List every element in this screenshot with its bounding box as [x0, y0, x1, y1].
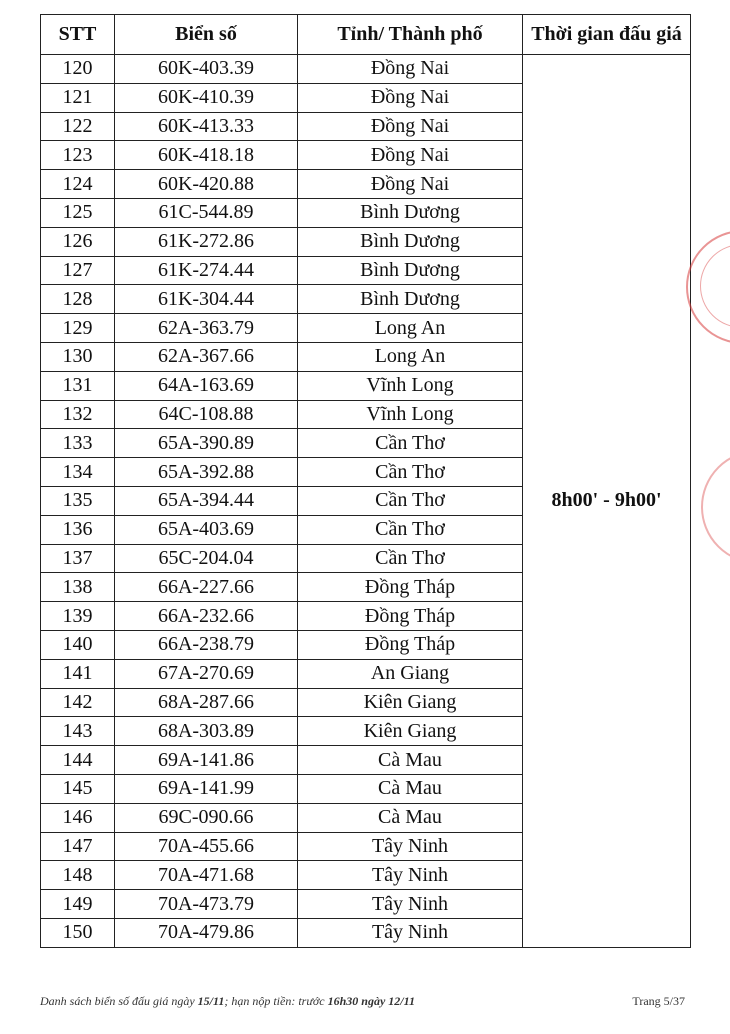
- row-plate: 66A-232.66: [115, 602, 298, 631]
- row-city: Vĩnh Long: [298, 400, 523, 429]
- row-stt: 124: [41, 170, 115, 199]
- row-plate: 60K-420.88: [115, 170, 298, 199]
- red-seal-stamp: [686, 230, 730, 344]
- header-plate: Biển số: [115, 15, 298, 55]
- row-stt: 150: [41, 918, 115, 947]
- row-stt: 145: [41, 774, 115, 803]
- row-city: Cần Thơ: [298, 458, 523, 487]
- row-stt: 129: [41, 314, 115, 343]
- row-stt: 148: [41, 861, 115, 890]
- row-city: Bình Dương: [298, 227, 523, 256]
- row-plate: 70A-473.79: [115, 890, 298, 919]
- header-stt: STT: [41, 15, 115, 55]
- row-city: Bình Dương: [298, 285, 523, 314]
- row-city: Đồng Tháp: [298, 573, 523, 602]
- row-stt: 128: [41, 285, 115, 314]
- row-stt: 136: [41, 515, 115, 544]
- table-header-row: [41, 15, 691, 55]
- row-plate: 70A-471.68: [115, 861, 298, 890]
- row-plate: 61K-304.44: [115, 285, 298, 314]
- row-city: Đồng Nai: [298, 55, 523, 84]
- footer-note-middle: ; hạn nộp tiền: trước: [224, 994, 325, 1008]
- row-plate: 61K-272.86: [115, 227, 298, 256]
- row-stt: 149: [41, 890, 115, 919]
- row-city: Long An: [298, 342, 523, 371]
- row-plate: 66A-227.66: [115, 573, 298, 602]
- row-stt: 120: [41, 55, 115, 84]
- row-stt: 147: [41, 832, 115, 861]
- table-row: [41, 55, 691, 84]
- row-city: Đồng Nai: [298, 83, 523, 112]
- row-city: Tây Ninh: [298, 861, 523, 890]
- row-city: Cần Thơ: [298, 429, 523, 458]
- row-stt: 125: [41, 198, 115, 227]
- row-stt: 146: [41, 803, 115, 832]
- row-plate: 65A-390.89: [115, 429, 298, 458]
- row-city: Bình Dương: [298, 256, 523, 285]
- footer-note-prefix: Danh sách biển số đấu giá ngày: [40, 994, 195, 1008]
- row-stt: 142: [41, 688, 115, 717]
- red-seal-stamp-lower: [701, 450, 730, 564]
- row-city: Cà Mau: [298, 746, 523, 775]
- header-auction-time: Thời gian đấu giá: [523, 15, 691, 55]
- row-stt: 135: [41, 486, 115, 515]
- row-city: Tây Ninh: [298, 918, 523, 947]
- row-city: Cần Thơ: [298, 544, 523, 573]
- row-plate: 61K-274.44: [115, 256, 298, 285]
- row-plate: 65A-394.44: [115, 486, 298, 515]
- page-number: Trang 5/37: [632, 994, 685, 1008]
- row-stt: 130: [41, 342, 115, 371]
- row-plate: 67A-270.69: [115, 659, 298, 688]
- row-plate: 68A-303.89: [115, 717, 298, 746]
- row-plate: 66A-238.79: [115, 630, 298, 659]
- row-city: Bình Dương: [298, 198, 523, 227]
- footer-auction-date: 15/11: [197, 994, 225, 1008]
- row-plate: 65A-392.88: [115, 458, 298, 487]
- row-city: Đồng Tháp: [298, 602, 523, 631]
- row-stt: 137: [41, 544, 115, 573]
- row-city: An Giang: [298, 659, 523, 688]
- row-stt: 122: [41, 112, 115, 141]
- row-plate: 60K-413.33: [115, 112, 298, 141]
- row-plate: 61C-544.89: [115, 198, 298, 227]
- row-plate: 68A-287.66: [115, 688, 298, 717]
- row-plate: 69C-090.66: [115, 803, 298, 832]
- row-plate: 60K-410.39: [115, 83, 298, 112]
- row-city: Đồng Nai: [298, 170, 523, 199]
- auction-table: [40, 14, 691, 948]
- row-city: Cà Mau: [298, 774, 523, 803]
- row-city: Cần Thơ: [298, 486, 523, 515]
- row-city: Cần Thơ: [298, 515, 523, 544]
- row-city: Tây Ninh: [298, 890, 523, 919]
- row-stt: 133: [41, 429, 115, 458]
- row-city: Vĩnh Long: [298, 371, 523, 400]
- row-stt: 139: [41, 602, 115, 631]
- red-seal-inner-ring: [700, 244, 730, 328]
- row-plate: 65C-204.04: [115, 544, 298, 573]
- row-stt: 141: [41, 659, 115, 688]
- row-city: Long An: [298, 314, 523, 343]
- row-stt: 126: [41, 227, 115, 256]
- row-stt: 127: [41, 256, 115, 285]
- footer-deadline: 16h30 ngày 12/11: [327, 994, 415, 1008]
- footer-note: [40, 994, 415, 1009]
- auction-time-cell: 8h00' - 9h00': [523, 55, 691, 948]
- row-stt: 123: [41, 141, 115, 170]
- row-stt: 143: [41, 717, 115, 746]
- row-city: Kiên Giang: [298, 688, 523, 717]
- row-city: Đồng Tháp: [298, 630, 523, 659]
- row-plate: 65A-403.69: [115, 515, 298, 544]
- table-body: [41, 55, 691, 948]
- row-stt: 138: [41, 573, 115, 602]
- row-plate: 60K-403.39: [115, 55, 298, 84]
- row-plate: 62A-367.66: [115, 342, 298, 371]
- row-stt: 132: [41, 400, 115, 429]
- row-stt: 121: [41, 83, 115, 112]
- row-plate: 64C-108.88: [115, 400, 298, 429]
- row-plate: 70A-479.86: [115, 918, 298, 947]
- row-city: Kiên Giang: [298, 717, 523, 746]
- header-city: Tỉnh/ Thành phố: [298, 15, 523, 55]
- row-stt: 140: [41, 630, 115, 659]
- row-plate: 62A-363.79: [115, 314, 298, 343]
- row-city: Đồng Nai: [298, 112, 523, 141]
- row-plate: 70A-455.66: [115, 832, 298, 861]
- row-stt: 131: [41, 371, 115, 400]
- row-city: Tây Ninh: [298, 832, 523, 861]
- row-city: Cà Mau: [298, 803, 523, 832]
- row-stt: 134: [41, 458, 115, 487]
- row-plate: 64A-163.69: [115, 371, 298, 400]
- row-plate: 69A-141.99: [115, 774, 298, 803]
- row-plate: 60K-418.18: [115, 141, 298, 170]
- row-plate: 69A-141.86: [115, 746, 298, 775]
- row-stt: 144: [41, 746, 115, 775]
- row-city: Đồng Nai: [298, 141, 523, 170]
